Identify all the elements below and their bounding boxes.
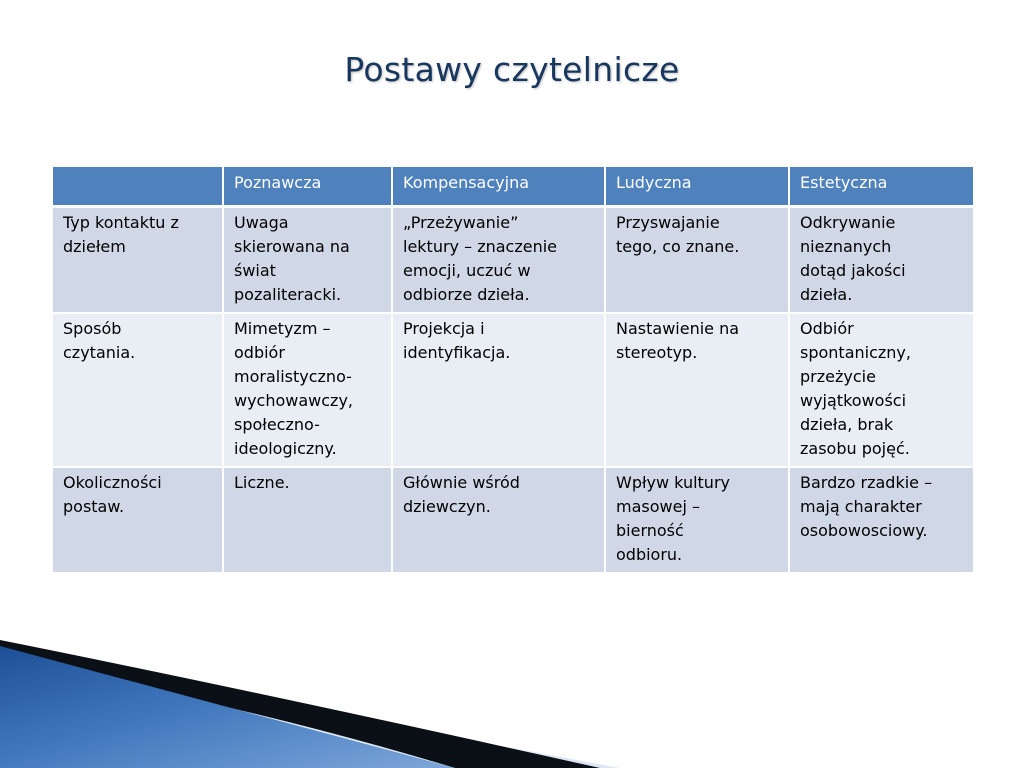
table-cell: Odkrywanie nieznanych dotąd jakości dzieła. xyxy=(789,207,974,314)
header-cell-estetyczna: Estetyczna xyxy=(789,166,974,207)
header-cell-ludyczna: Ludyczna xyxy=(605,166,789,207)
table-cell: Wpływ kultury masowej – bierność odbioru. xyxy=(605,467,789,573)
table-row xyxy=(52,313,974,467)
header-cell-poznawcza: Poznawcza xyxy=(223,166,392,207)
table-cell: Odbiór spontaniczny, przeżycie wyjątkowości dzieła, brak zasobu pojęć. xyxy=(789,313,974,467)
header-cell-empty xyxy=(52,166,223,207)
table-cell: Projekcja i identyfikacja. xyxy=(392,313,605,467)
table-cell: Nastawienie na stereotyp. xyxy=(605,313,789,467)
table-row xyxy=(52,207,974,314)
table-cell: „Przeżywanie” lektury – znaczenie emocji, uczuć w odbiorze dzieła. xyxy=(392,207,605,314)
table-cell: Uwaga skierowana na świat pozaliteracki. xyxy=(223,207,392,314)
row-label: Typ kontaktu z dziełem xyxy=(52,207,223,314)
row-label: Sposób czytania. xyxy=(52,313,223,467)
corner-swoosh-decoration xyxy=(0,600,1024,768)
table-header-row xyxy=(52,166,974,207)
table-cell: Przyswajanie tego, co znane. xyxy=(605,207,789,314)
table-cell: Bardzo rzadkie – mają charakter osobowosciowy. xyxy=(789,467,974,573)
row-label: Okoliczności postaw. xyxy=(52,467,223,573)
table-cell: Mimetyzm – odbiór moralistyczno- wychowawczy, społeczno- ideologiczny. xyxy=(223,313,392,467)
header-cell-kompensacyjna: Kompensacyjna xyxy=(392,166,605,207)
table-cell: Liczne. xyxy=(223,467,392,573)
attitudes-table xyxy=(51,165,975,574)
table-row xyxy=(52,467,974,573)
slide-title: Postawy czytelnicze xyxy=(344,50,680,89)
table-cell: Głównie wśród dziewczyn. xyxy=(392,467,605,573)
